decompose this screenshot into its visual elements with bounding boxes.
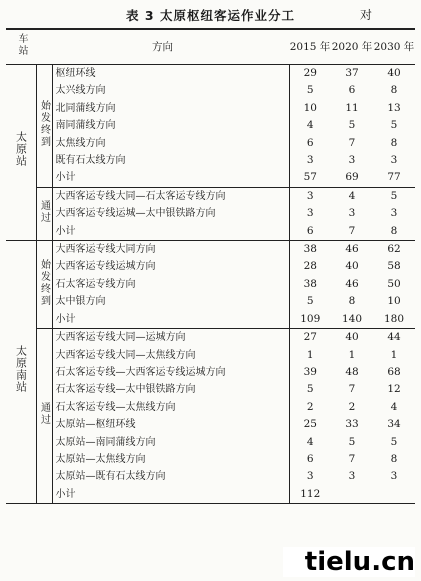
table-row xyxy=(6,258,415,275)
value-2030: 180 xyxy=(373,311,415,329)
value-2015: 3 xyxy=(306,189,314,202)
direction-cell: 枢纽环线 xyxy=(52,65,289,83)
category-label: 始发终到 xyxy=(38,258,50,307)
value-2015: 39 xyxy=(303,365,317,378)
table-row xyxy=(6,276,415,293)
table-row xyxy=(6,311,415,329)
direction-cell: 大西客运专线运城—太中银铁路方向 xyxy=(52,205,289,222)
value-2020: 1 xyxy=(348,348,356,361)
value-2030 xyxy=(373,486,415,504)
table-title xyxy=(0,6,421,24)
value-2030: 8 xyxy=(390,452,398,465)
direction-cell: 南同蒲线方向 xyxy=(52,117,289,134)
value-2030: 34 xyxy=(387,418,401,431)
table-row xyxy=(6,205,415,222)
direction-cell: 既有石太线方向 xyxy=(52,152,289,169)
direction-cell: 石太客运专线—大西客运专线运城方向 xyxy=(52,364,289,381)
value-2020: 3 xyxy=(348,470,356,483)
value-2015: 2 xyxy=(306,400,314,413)
table-row xyxy=(6,187,415,205)
table-row xyxy=(6,152,415,169)
value-2020: 37 xyxy=(345,67,359,79)
value-2015: 4 xyxy=(306,119,314,132)
direction-cell: 小计 xyxy=(52,311,289,329)
value-2030: 58 xyxy=(387,260,401,273)
table-row xyxy=(6,293,415,310)
value-2015: 6 xyxy=(306,452,314,465)
value-2030: 62 xyxy=(387,243,401,256)
table-row xyxy=(6,329,415,347)
header-2020: 2020 年 xyxy=(331,29,373,65)
value-2015: 28 xyxy=(303,260,317,273)
header-station: 车站 xyxy=(6,29,36,65)
value-2020: 7 xyxy=(348,383,356,396)
value-2030: 5 xyxy=(390,119,398,132)
value-2020: 11 xyxy=(345,101,359,114)
value-2020: 7 xyxy=(348,452,356,465)
table-row xyxy=(6,82,415,99)
value-2015: 6 xyxy=(289,223,331,241)
direction-cell: 太原站—枢纽环线 xyxy=(52,416,289,433)
category-label: 通过 xyxy=(38,402,50,427)
value-2015: 5 xyxy=(306,295,314,308)
direction-cell: 石太客运专线—太焦线方向 xyxy=(52,399,289,416)
table-row xyxy=(6,364,415,381)
value-2020: 69 xyxy=(331,169,373,187)
value-2030: 40 xyxy=(387,67,401,79)
value-2030: 77 xyxy=(373,169,415,187)
direction-cell: 大西客运专线运城方向 xyxy=(52,258,289,275)
value-2030: 4 xyxy=(390,400,398,413)
value-2020: 33 xyxy=(345,418,359,431)
value-2030: 44 xyxy=(387,331,401,344)
direction-cell: 太兴线方向 xyxy=(52,82,289,99)
value-2020: 8 xyxy=(348,295,356,308)
watermark-logo: tielu.cn xyxy=(283,547,415,577)
header-2015: 2015 年 xyxy=(289,29,331,65)
value-2015: 5 xyxy=(306,84,314,97)
table-row xyxy=(6,223,415,241)
direction-cell: 太焦线方向 xyxy=(52,135,289,152)
value-2020: 46 xyxy=(345,277,359,290)
value-2015: 57 xyxy=(289,169,331,187)
station-name: 太原南站 xyxy=(14,344,28,393)
category-cell xyxy=(36,329,52,504)
value-2020: 7 xyxy=(331,223,373,241)
value-2020: 46 xyxy=(345,243,359,256)
value-2030: 3 xyxy=(390,207,398,220)
value-2015: 3 xyxy=(306,154,314,167)
value-2030: 50 xyxy=(387,277,401,290)
table-row xyxy=(6,135,415,152)
table-row xyxy=(6,241,415,259)
value-2020: 140 xyxy=(331,311,373,329)
direction-cell: 石太客运专线方向 xyxy=(52,276,289,293)
value-2030: 5 xyxy=(390,189,398,202)
direction-cell: 北同蒲线方向 xyxy=(52,100,289,117)
value-2030: 5 xyxy=(390,435,398,448)
direction-cell: 小计 xyxy=(52,169,289,187)
table-row xyxy=(6,416,415,433)
value-2020: 7 xyxy=(348,136,356,149)
value-2020: 4 xyxy=(348,189,356,202)
direction-cell: 太原站—太焦线方向 xyxy=(52,451,289,468)
category-cell xyxy=(36,241,52,329)
value-2020: 3 xyxy=(348,207,356,220)
direction-cell: 太原站—南同蒲线方向 xyxy=(52,434,289,451)
value-2020: 6 xyxy=(348,84,356,97)
value-2030: 8 xyxy=(390,136,398,149)
direction-cell: 太中银方向 xyxy=(52,293,289,310)
value-2030: 8 xyxy=(373,223,415,241)
value-2015: 27 xyxy=(303,331,317,344)
value-2015: 29 xyxy=(303,67,317,79)
value-2020: 48 xyxy=(345,365,359,378)
category-label: 通过 xyxy=(38,199,50,224)
unit-label: 对 xyxy=(359,8,373,22)
value-2015: 3 xyxy=(306,207,314,220)
value-2030: 3 xyxy=(390,154,398,167)
direction-cell: 大西客运专线大同—太焦线方向 xyxy=(52,347,289,364)
direction-cell: 大西客运专线大同—运城方向 xyxy=(52,329,289,347)
table-title-text: 表 3 太原枢纽客运作业分工 xyxy=(126,8,295,23)
header-2030: 2030 年 xyxy=(373,29,415,65)
value-2030: 13 xyxy=(387,101,401,114)
value-2020 xyxy=(331,486,373,504)
direction-cell: 太原站—既有石太线方向 xyxy=(52,468,289,485)
value-2020: 2 xyxy=(348,400,356,413)
value-2015: 38 xyxy=(303,243,317,256)
table-row xyxy=(6,434,415,451)
direction-cell: 小计 xyxy=(52,223,289,241)
value-2020: 40 xyxy=(345,260,359,273)
direction-cell: 石太客运专线—太中银铁路方向 xyxy=(52,381,289,398)
table-row xyxy=(6,399,415,416)
table-row xyxy=(6,381,415,398)
value-2020: 5 xyxy=(348,435,356,448)
direction-cell: 大西客运专线大同—石太客运专线方向 xyxy=(52,187,289,205)
value-2030: 1 xyxy=(390,348,398,361)
value-2015: 3 xyxy=(306,470,314,483)
category-cell xyxy=(36,65,52,188)
value-2020: 3 xyxy=(348,154,356,167)
value-2030: 68 xyxy=(387,365,401,378)
value-2015: 4 xyxy=(306,435,314,448)
value-2015: 6 xyxy=(306,136,314,149)
table-row xyxy=(6,486,415,504)
value-2015: 109 xyxy=(289,311,331,329)
category-label: 始发终到 xyxy=(38,99,50,148)
direction-cell: 小计 xyxy=(52,486,289,504)
station-cell xyxy=(6,65,36,241)
value-2020: 5 xyxy=(348,119,356,132)
table-row xyxy=(6,468,415,485)
value-2015: 38 xyxy=(303,277,317,290)
direction-cell: 大西客运专线大同方向 xyxy=(52,241,289,259)
value-2015: 112 xyxy=(289,486,331,504)
header-direction: 方向 xyxy=(36,29,289,65)
station-name: 太原站 xyxy=(14,131,28,168)
value-2015: 10 xyxy=(303,101,317,114)
table-row xyxy=(6,100,415,117)
header-row xyxy=(6,29,415,65)
value-2030: 3 xyxy=(390,470,398,483)
category-cell xyxy=(36,187,52,240)
value-2030: 8 xyxy=(390,84,398,97)
value-2015: 5 xyxy=(306,383,314,396)
station-cell xyxy=(6,241,36,504)
table-row xyxy=(6,169,415,187)
table-row xyxy=(6,347,415,364)
value-2030: 10 xyxy=(387,295,401,308)
table-row xyxy=(6,117,415,134)
value-2015: 1 xyxy=(306,348,314,361)
operation-table xyxy=(6,28,415,504)
table-row xyxy=(6,65,415,83)
value-2015: 25 xyxy=(303,418,317,431)
table-row xyxy=(6,451,415,468)
value-2020: 40 xyxy=(345,331,359,344)
value-2030: 12 xyxy=(387,383,401,396)
